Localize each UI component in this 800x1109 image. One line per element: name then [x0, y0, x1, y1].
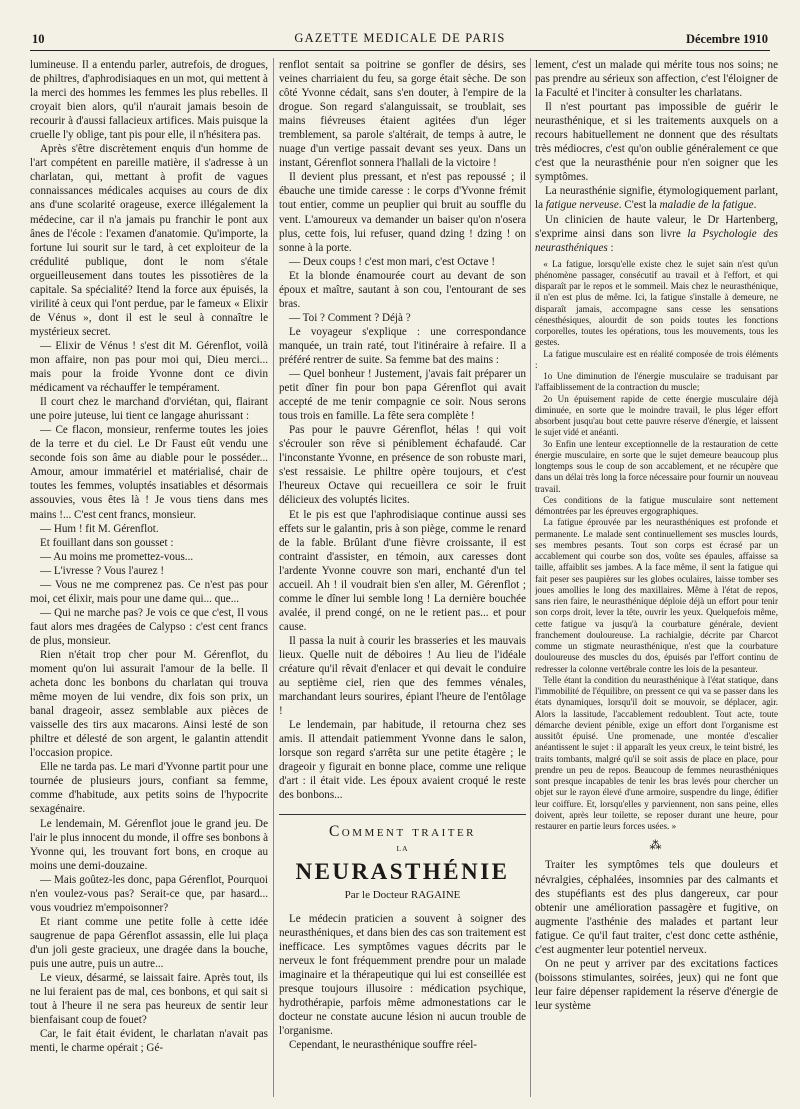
paragraph: Le lendemain, par habitude, il retourna chez ses amis. Il attendait patiemment Yvonne dans le salon, lorsque son regard s'arrêta sur une petite étagère ; le drageoir y figurait en bonne place, comme une relique d'art : il était vide. Les époux avaient croqué le reste des bonbons... — [279, 719, 526, 802]
article-byline: Par le Docteur RAGAINE — [344, 888, 461, 901]
paragraph: renflot sentait sa poitrine se gonfler de désirs, ses veines charriaient du feu, sa gorge était sèche. De son côté Yvonne cédait, sans s'en douter, à l'empire de la drogue. Son regard s'alanguissait, se troublait, ses mains fiévreuses étaient agitées d'un léger tremblement, sa parole s'altérait, de temps à autre, le nuage d'un vertige passait devant ses yeux. Dans un instant, Gérenflot sonnera l'hallali de la victoire ! — [279, 59, 526, 170]
paragraph: Et le pis est que l'aphrodisiaque continue aussi ses effets sur le galantin, pris à son piège, comme le renard de la fable. Brûlant d'une fièvre croissante, il est contraint d'assister, en témoin, aux caresses dont l'ardente Yvonne couvre son mari, enchanté d'un tel accueil. Ah ! il voudrait bien s'en aller, M. Gérenflot ; comme le dîner lui semble long ! La dernière bouchée avalée, il prend congé, on ne le retient pas... et pour cause. — [279, 508, 526, 633]
column-1 — [30, 58, 268, 1099]
quote-paragraph: La fatigue éprouvée par les neurasthéniques est profonde et permanente. Le malade sent continuellement ses muscles lourds, ses membres pesants. Tout son corps est écrasé par un accablement qui courbe son dos, voûte ses épaules, affaisse sa taille, affaiblit ses jambes. A la face même, il sent la fatigue qui fait peser ses paupières sur les globes oculaires, laisse tomber ses joues amollies le long des maxillaires. Même à l'état de repos, sans rien faire, le neurasthénique déploie déjà un effort pour tenir son corps droit, lever la tête, ouvrir les yeux. Quelquefois même, cette fatigue va jusqu'à la courbature générale, devient franchement douloureuse. La rachialgie, décrite par Charcot comme un stigmate neurasthénique, n'est que la courbature douloureuse des muscles du dos, épuisés par l'effort continu de redresser la colonne vertébrale contre les lois de la pesanteur. — [535, 517, 778, 674]
paragraph — [535, 213, 778, 255]
italic-term: maladie de la fatigue — [659, 199, 754, 212]
paragraph: Cependant, le neurasthénique souffre réel- — [288, 1039, 477, 1052]
quote-paragraph: La fatigue musculaire est en réalité composée de trois éléments : — [535, 348, 778, 370]
paragraph: Traiter les symptômes tels que douleurs et névralgies, céphalées, insomnies par des calmants et des stupéfiants est des plus dangereux, car pour obtenir une amélioration passagère et fugitive, on augmente l'asthénie des malades et partant leur fatigue. Ce qu'il faut traiter, c'est donc cette asthénie, c'est augmenter leur potentiel nerveux. — [535, 859, 778, 956]
paragraph: Et fouillant dans son gousset : — [39, 536, 174, 549]
paragraph: Elle ne tarda pas. Le mari d'Yvonne partit pour une tournée de plusieurs jours, confiant sa femme, comme d'habitude, aux petits soins de l'hypocrite sexagénaire. — [30, 761, 268, 816]
paragraph: — Deux coups ! c'est mon mari, c'est Octave ! — [288, 255, 496, 268]
paragraph: — Toi ? Comment ? Déjà ? — [288, 311, 411, 324]
paragraph: — Hum ! fit M. Gérenflot. — [39, 522, 159, 535]
article-kicker: Comment traiter — [328, 823, 477, 841]
paragraph — [535, 184, 778, 212]
issue-date: Décembre 1910 — [685, 32, 768, 46]
paragraph: — L'ivresse ? Vous l'aurez ! — [39, 564, 165, 577]
quote-paragraph: 3o Enfin une lenteur exceptionnelle de la restauration de cette énergie musculaire, en sorte que le sujet demeure beaucoup plus longtemps sous le coup de son accablement, et ne récupère que dans un délai très long la force nécessaire pour fournir un nouveau travail. — [535, 438, 778, 494]
quote-paragraph: « La fatigue, lorsqu'elle existe chez le sujet sain n'est qu'un phénomène passager, consécutif au travail et à l'effort, et qui disparaît par le repos et le sommeil. Mais chez le neurasthénique, il n'en est plus de même. Ici, la fatigue s'installe à demeure, ne disparaît jamais, accompagne sans cesse les sensations cénesthésiques, alourdit de son poids toutes les fonctions corporelles, toutes les opérations, tous les mouvements, tous les gestes. — [535, 258, 778, 348]
paragraph: Il court chez le marchand d'orviétan, qui, flairant une poire juteuse, lui tient ce langage ahurissant : — [30, 396, 268, 423]
paragraph: Le vieux, désarmé, se laissait faire. Après tout, ils ne lui feraient pas de mal, ces bonbons, et qui sait si tout à l'heure il ne sera pas heureux de sentir leur bienfaisant coup de fouet? — [30, 972, 268, 1027]
column-rule — [273, 58, 274, 1097]
paragraph: Il devient plus pressant, et n'est pas repoussé ; il ébauche une timide caresse : le corps d'Yvonne frémit tout entier, comme un peuplier qui bruit au souffle du vent. L'amoureux va demander un baiser qu'on n'osera plus, cette fois, lui refuser, quand dzing ! dzing ! on sonne à la porte. — [279, 171, 526, 254]
column-rule — [530, 58, 531, 1097]
paragraph: Et la blonde énamourée court au devant de son époux et maître, sautant à son cou, l'entourant de ses bras. — [279, 269, 526, 310]
paragraph: Rien n'était trop cher pour M. Gérenflot, du moment qu'on lui assurait l'amour de la belle. Il acheta donc les bonbons du charlatan qui trouva même moyen de lui vendre, dix fois son prix, un banal drageoir, assez semblable aux pièces de vaisselle des tirs aux macarons. Ainsi lesté de son philtre et délesté de son argent, le galantin attendit l'occasion propice. — [30, 648, 268, 760]
paragraph: Le médecin praticien a souvent à soigner des neurasthéniques, et dans bien des cas son traitement est inefficace. Les symptômes vagues décrits par le nerveux le font fréquemment prendre pour un malade imaginaire et la thérapeutique qui lui est conseillée est presque toujours illusoire : médication psychique, hydrothérapie, parfois même admonestations car le docteur ne constate aucune lésion ni aucun trouble de l'organisme. — [279, 912, 526, 1037]
paragraph: — Mais goûtez-les donc, papa Gérenflot, Pourquoi n'en voulez-vous pas? Serait-ce que, par hasard... vous voudriez m'empoisonner? — [30, 873, 268, 914]
book-title: la Psychologie des neurasthéniques — [535, 227, 778, 254]
paragraph: lement, c'est un malade qui mérite tous nos soins; ne pas prendre au sérieux son affection, c'est l'éloigner de la Faculté et l'inciter à consulter les charlatans. — [535, 59, 778, 100]
text-run: . C'est la — [618, 199, 660, 212]
paragraph: Pas pour le pauvre Gérenflot, hélas ! qui voit s'écrouler son rêve si péniblement échafaudé. Car l'inconstante Yvonne, en présence de son robuste mari, s'est ressaisie. Le philtre opère toujours, et c'est l'heureux Octave qui recueillera ce soir le fruit délicieux des voluptés licites. — [279, 424, 526, 507]
block-quote — [535, 259, 778, 833]
paragraph: — Qui ne marche pas? Je vois ce que c'est, Il vous faut alors mes dragées de Calypso : c'est cent francs de plus, monsieur. — [30, 606, 268, 647]
column-3 — [535, 58, 778, 1099]
paragraph: Et riant comme une petite folle à cette idée saugrenue de papa Gérenflot assassin, elle lui plaça d'un joli geste gracieux, une dragée dans la bouche, puis une autre, puis un autre... — [30, 915, 268, 970]
paragraph: Le lendemain, M. Gérenflot joue le grand jeu. De l'air le plus innocent du monde, il offre ses bonbons à Yvonne qui, les trouvant fort bons, en croque au moins une demi-douzaine. — [30, 817, 268, 872]
paragraph: Il n'est pourtant pas impossible de guérir le neurasthénique, et si les traitements auxquels on a recours habituellement ne donnent que des résultats très médiocres, c'est qu'on oublie généralement ce que c'est que la neurasthénie pour n'en soigner que les symptômes. — [535, 101, 778, 184]
paragraph: Il passa la nuit à courir les brasseries et les mauvais lieux. Quelle nuit de déboires ! Au lieu de l'idéale créature qu'il rêvait d'enlacer et qui devait le conduire au septième ciel, rien que des femmes vénales, marchandant leurs sourires, épiant l'heure de l'entôlage ! — [279, 634, 526, 718]
page-header — [30, 28, 770, 51]
paragraph: — Au moins me promettez-vous... — [39, 550, 194, 563]
paragraph: Le voyageur s'explique : une correspondance manquée, un train raté, tout l'itinéraire à refaire. Il a préféré rentrer de suite. Sa femme bat des mains : — [279, 325, 526, 366]
paragraph: On ne peut y arriver par des excitations factices (boissons stimulantes, soirées, jeux) qui ne font que leur faire dépenser rapidement la réserve d'énergie de leur système — [535, 957, 778, 1012]
text-run: Un clinicien de haute valeur, le Dr Hartenberg, s'exprime ainsi dans son livre — [535, 213, 778, 240]
article-article-word: LA — [396, 843, 409, 853]
text-run: . — [753, 199, 757, 212]
article-heading — [279, 814, 526, 901]
paragraph: — Vous ne me comprenez pas. Ce n'est pas pour moi, cet élixir, mais pour une dame qui... que... — [30, 578, 268, 605]
quote-paragraph: Telle étant la condition du neurasthénique à l'état statique, dans l'immobilité de l'équilibre, on pressent ce qui va se passer dans les états dynamiques, lorsqu'il doit se mouvoir, se déplacer, agir. Alors la lassitude, l'accablement redoublent. Tout acte, toute démarche devient pénible, exige un effort dont l'organisme est aussitôt épuisé. Une promenade, une montée d'escalier anéantissent le sujet : il apparaît les yeux creux, le teint bistré, les traits tombants, malgré qu'il se soit assis de place en place, pour prendre un peu de repos. Beaucoup de femmes neurasthéniques sont presque incapables de tenir les bras levés pour chercher un objet sur le rayon élevé d'une armoire, suspendre du linge, édifier leur coiffure. Et, lorsqu'elles y parviennent, non sans peine, elles doivent, après leur toilette, se reposer durant une heure, pour restaurer en partie leurs forces usées. » — [535, 674, 778, 832]
page-number: 10 — [32, 32, 45, 46]
quote-paragraph: Ces conditions de la fatigue musculaire sont nettement démontrées par les épreuves ergographiques. — [535, 494, 778, 517]
italic-term: fatigue nerveuse — [545, 199, 619, 212]
paragraph: lumineuse. Il a entendu parler, autrefois, de drogues, de philtres, d'aphrodisiaques en un mot, qui mettent à la merci des hommes les femmes les plus rebelles. Il croyait bien alors, qu'il n'aurait jamais besoin de recourir à d'aussi fallacieux artifices. Mais puisque la cruelle l'y oblige, tant pis pour elle, il n'hésitera pas. — [30, 59, 268, 142]
paragraph: Car, le fait était évident, le charlatan n'avait pas menti, le charme opérait ; Gé- — [30, 1028, 268, 1055]
column-2 — [279, 58, 526, 1099]
paragraph: — Ce flacon, monsieur, renferme toutes les joies de la terre et du ciel. Le Dr Faust eût vendu une seconde fois son âme au diable pour le posséder... Amour, amour immatériel et matérialisé, chair de toutes les femmes, voluptés insatiables et désormais assouvies, vous êtes là ! Je vous tiens dans mes mains !... C'est cent francs, monsieur. — [30, 424, 268, 521]
text-run: La neurasthénie signifie, étymologiquement parlant, la — [535, 185, 778, 212]
quote-paragraph: 1o Une diminution de l'énergie musculaire se traduisant par l'affaiblissement de la contraction du muscle; — [535, 371, 778, 393]
paragraph: — Elixir de Vénus ! s'est dit M. Gérenflot, voilà mon affaire, non pas pour moi qui, Dieu merci... mais pour la froide Yvonne dont ce divin médicament va réchauffer le tempérament. — [30, 339, 268, 395]
article-title: NEURASTHÉNIE — [295, 858, 510, 884]
text-run: : — [607, 241, 614, 254]
paragraph: — Quel bonheur ! Justement, j'avais fait préparer un petit dîner fin pour bon papa Gérenflot qui avait accepté de me tenir compagnie ce soir. Nous serons tous trois en famille. La fête sera complète ! — [279, 368, 526, 423]
journal-title: GAZETTE MEDICALE DE PARIS — [294, 31, 506, 45]
section-break-asterism: ⁂ — [649, 838, 664, 853]
quote-paragraph: 2o Un épuisement rapide de cette énergie musculaire déjà diminuée, en sorte que le moindre travail, le plus léger effort absorbent jusqu'au bout cette pauvre réserve d'énergie, et laissent le sujet vidé et anéanti. — [535, 393, 778, 438]
paragraph: Après s'être discrètement enquis d'un homme de l'art compétent en pareille matière, il s'adresse à un charlatan, qui, mettant à profit de vagues connaissances médicales acquises au cours de dix ans d'une scolarité orageuse, exerce illégalement la médecine, car il n'a jamais pu franchir le pont aux ânes de l'école : l'examen d'anatomie. Qu'importe, la fortune lui sourit sur le tard, à cet exploiteur de la crédulité publique, dont le nom s'étale orgueilleusement dans toutes les pissotières de la capitale. Sa spécialité? Itend la force aux épuisés, la virilité à ceux qui l'ont perdue, par le fameux « Elixir de Vénus », dont il est le seul à connaître le mystérieux secret. — [30, 143, 268, 338]
